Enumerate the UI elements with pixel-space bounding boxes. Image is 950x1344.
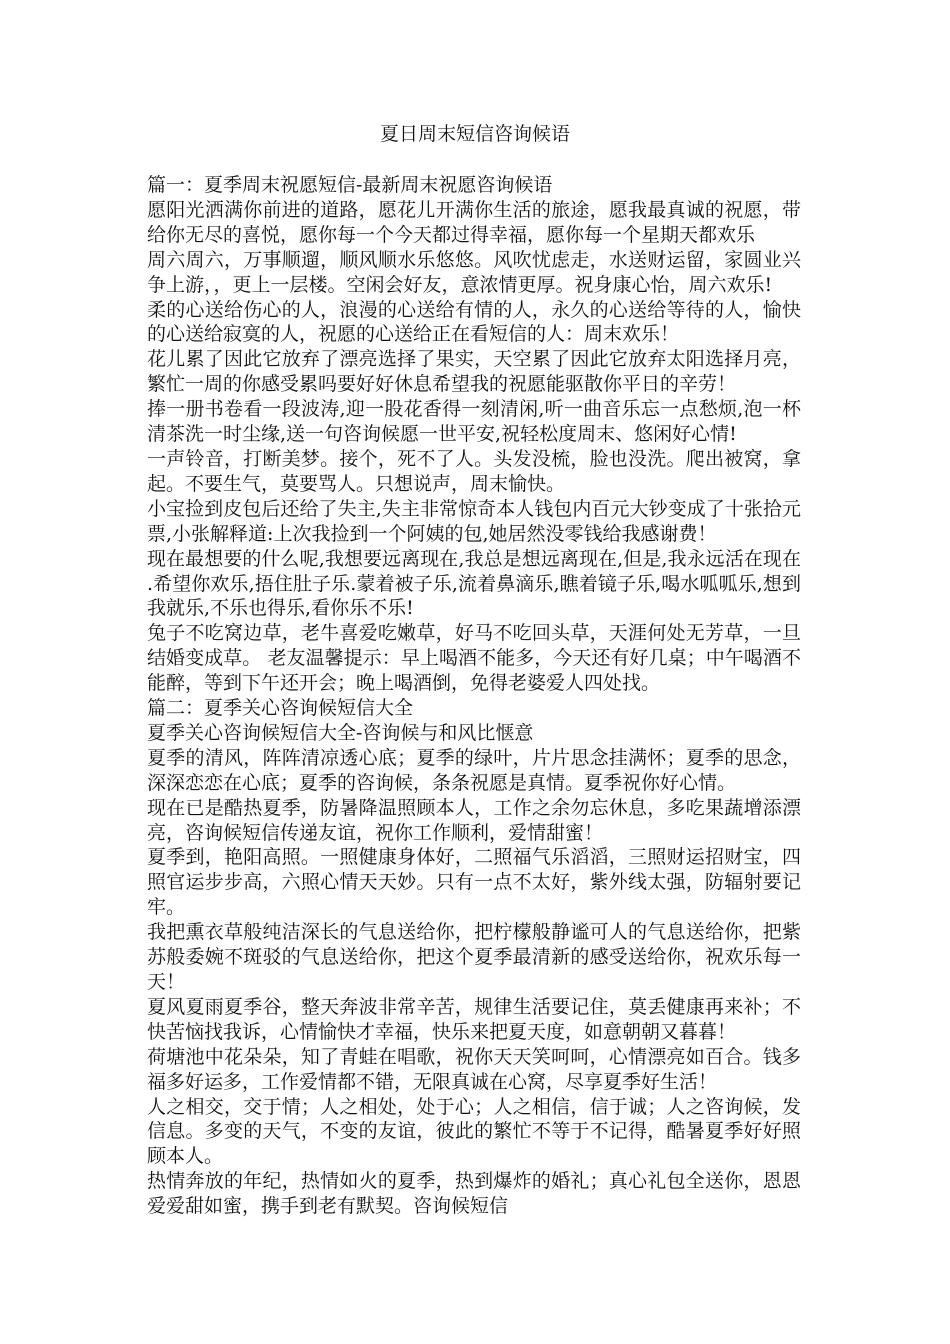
paragraph: 捧一册书卷看一段波涛,迎一股花香得一刻清闲,听一曲音乐忘一点愁烦,泡一杯清茶洗一时尘缘,送一句咨询候愿一世平安,祝轻松度周末、悠闲好心情! <box>147 398 801 446</box>
paragraph: 兔子不吃窝边草，老牛喜爱吃嫩草，好马不吃回头草，天涯何处无芳草，一旦结婚变成草。 老友温馨提示：早上喝酒不能多，今天还有好几桌；中午喝酒不能醉，等到下午还开会；晚上喝酒倒，免得老婆爱人四处找。 <box>147 622 801 695</box>
paragraph: 人之相交，交于情；人之相处，处于心；人之相信，信于诚；人之咨询候，发信息。多变的天气，不变的友谊，彼此的繁忙不等于不记得，酷暑夏季好好照顾本人。 <box>147 1095 801 1168</box>
paragraph: 小宝捡到皮包后还给了失主,失主非常惊奇本人钱包内百元大钞变成了十张拾元票,小张解释道:上次我捡到一个阿姨的包,她居然没零钱给我感谢费！ <box>147 497 801 545</box>
paragraph: 现在最想要的什么呢,我想要远离现在,我总是想远离现在,但是,我永远活在现在.希望你欢乐,捂住肚子乐.蒙着被子乐,流着鼻滴乐,瞧着镜子乐,喝水呱呱乐,想到我就乐,不乐也得乐,看你乐不乐! <box>147 547 801 620</box>
paragraph: 愿阳光洒满你前进的道路，愿花儿开满你生活的旅途，愿我最真诚的祝愿，带给你无尽的喜悦，愿你每一个今天都过得幸福，愿你每一个星期天都欢乐 <box>147 198 801 246</box>
paragraph: 夏季的清风，阵阵清凉透心底；夏季的绿叶，片片思念挂满怀；夏季的思念，深深恋恋在心底；夏季的咨询候，条条祝愿是真情。夏季祝你好心情。 <box>147 746 801 794</box>
section-heading-1: 篇一：夏季周末祝愿短信-最新周末祝愿咨询候语 <box>147 174 553 196</box>
paragraph: 夏季到，艳阳高照。一照健康身体好，二照福气乐滔滔，三照财运招财宝，四照官运步步高，六照心情天天妙。只有一点不太好，紫外线太强，防辐射要记牢。 <box>147 846 801 919</box>
section-heading-2: 篇二：夏季关心咨询候短信大全 <box>147 697 414 720</box>
paragraph: 柔的心送给伤心的人，浪漫的心送给有情的人，永久的心送给等待的人，愉快的心送给寂寞的人，祝愿的心送给正在看短信的人：周末欢乐！ <box>147 298 801 346</box>
paragraph: 现在已是酷热夏季，防暑降温照顾本人，工作之余勿忘休息，多吃果蔬增添漂亮，咨询候短信传递友谊，祝你工作顺利，爱情甜蜜！ <box>147 796 801 844</box>
paragraph: 夏风夏雨夏季谷，整天奔波非常辛苦，规律生活要记住，莫丢健康再来补；不快苦恼找我诉，心情愉快才幸福，快乐来把夏天度，如意朝朝又暮暮！ <box>147 995 801 1043</box>
paragraph: 我把熏衣草般纯洁深长的气息送给你，把柠檬般静谧可人的气息送给你，把紫苏般委婉不斑驳的气息送给你，把这个夏季最清新的感受送给你，祝欢乐每一天！ <box>147 921 801 993</box>
subheading: 夏季关心咨询候短信大全-咨询候与和风比惬意 <box>147 721 534 744</box>
paragraph: 花儿累了因此它放弃了漂亮选择了果实，天空累了因此它放弃太阳选择月亮，繁忙一周的你感受累吗要好好休息希望我的祝愿能驱散你平日的辛劳！ <box>147 348 801 396</box>
document-title: 夏日周末短信咨询候语 <box>379 123 570 145</box>
paragraph: 周六周六，万事顺遛，顺风顺水乐悠悠。风吹忧虑走，水送财运留，家圆业兴争上游，，更上一层楼。空闲会好友，意浓情更厚。祝身康心怡，周六欢乐! <box>147 248 801 296</box>
paragraph: 一声铃音，打断美梦。接个，死不了人。头发没梳，脸也没洗。爬出被窝，拿起。不要生气，莫要骂人。只想说声，周末愉快。 <box>147 447 801 495</box>
paragraph: 热情奔放的年纪，热情如火的夏季，热到爆炸的婚礼；真心礼包全送你，恩恩爱爱甜如蜜，携手到老有默契。咨询候短信 <box>147 1170 801 1218</box>
document-body <box>147 173 801 1219</box>
paragraph: 荷塘池中花朵朵，知了青蛙在唱歌，祝你天天笑呵呵，心情漂亮如百合。钱多福多好运多，工作爱情都不错，无限真诚在心窝，尽享夏季好生活！ <box>147 1045 801 1093</box>
